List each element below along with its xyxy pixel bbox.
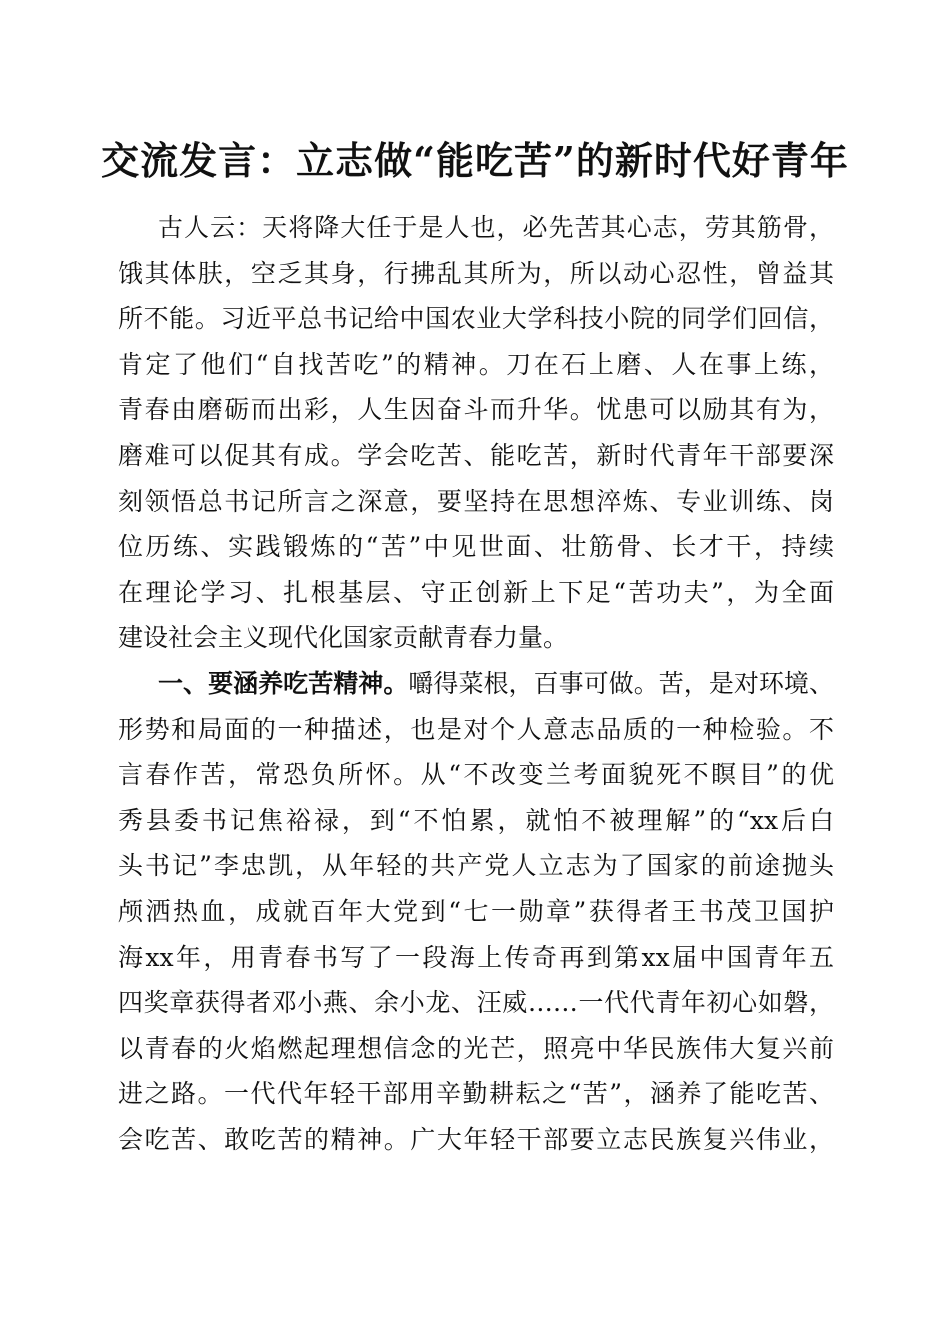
section-heading: 一、要涵养吃苦精神。: [158, 668, 409, 698]
text-line: 头书记”李忠凯，从年轻的共产党人立志为了国家的前途抛头: [118, 851, 834, 881]
text-line: 建设社会主义现代化国家贡献青春力量。: [118, 623, 569, 653]
text-line: 进之路。一代代年轻干部用辛勤耕耘之“苦”，涵养了能吃苦、: [118, 1079, 834, 1109]
page-title: 交流发言：立志做“能吃苦”的新时代好青年: [101, 138, 849, 183]
paragraph-intro: [118, 205, 834, 661]
text-line: 四奖章获得者邓小燕、余小龙、汪威……一代代青年初心如磐，: [118, 988, 834, 1018]
text-line: 青春由磨砺而出彩，人生因奋斗而升华。忧患可以励其有为，: [118, 395, 834, 425]
text-line: 所不能。习近平总书记给中国农业大学科技小院的同学们回信，: [118, 304, 834, 334]
text-line: 古人云：天将降大任于是人也，必先苦其心志，劳其筋骨，: [158, 213, 834, 242]
text-line: 以青春的火焰燃起理想信念的光芒，照亮中华民族伟大复兴前: [118, 1033, 834, 1063]
text-line: 在理论学习、扎根基层、守正创新上下足“苦功夫”，为全面: [118, 577, 834, 607]
paragraph-section-one: [118, 661, 834, 1163]
text-line: 磨难可以促其有成。学会吃苦、能吃苦，新时代青年干部要深: [118, 440, 834, 470]
text-line: 颅洒热血，成就百年大党到“七一勋章”获得者王书茂卫国护: [118, 896, 834, 926]
text-line: 刻领悟总书记所言之深意，要坚持在思想淬炼、专业训练、岗: [118, 486, 834, 516]
text-line: 秀县委书记焦裕禄，到“不怕累，就怕不被理解”的“xx后白: [118, 805, 834, 835]
text-line: 位历练、实践锻炼的“苦”中见世面、壮筋骨、长才干，持续: [118, 532, 834, 562]
text-line: 言春作苦，常恐负所怀。从“不改变兰考面貌死不瞑目”的优: [118, 760, 834, 790]
text-line: 海xx年，用青春书写了一段海上传奇再到第xx届中国青年五: [118, 942, 834, 972]
text-line: [118, 661, 834, 707]
text-line: 肯定了他们“自找苦吃”的精神。刀在石上磨、人在事上练，: [118, 349, 834, 379]
text-line: 会吃苦、敢吃苦的精神。广大年轻干部要立志民族复兴伟业，: [118, 1124, 834, 1154]
heading-line-rest: 嚼得菜根，百事可做。苦，是对环境、: [408, 668, 834, 698]
text-line: 形势和局面的一种描述，也是对个人意志品质的一种检验。不: [118, 714, 834, 744]
text-line: 饿其体肤，空乏其身，行拂乱其所为，所以动心忍性，曾益其: [118, 258, 834, 288]
document-body: [118, 205, 834, 1162]
